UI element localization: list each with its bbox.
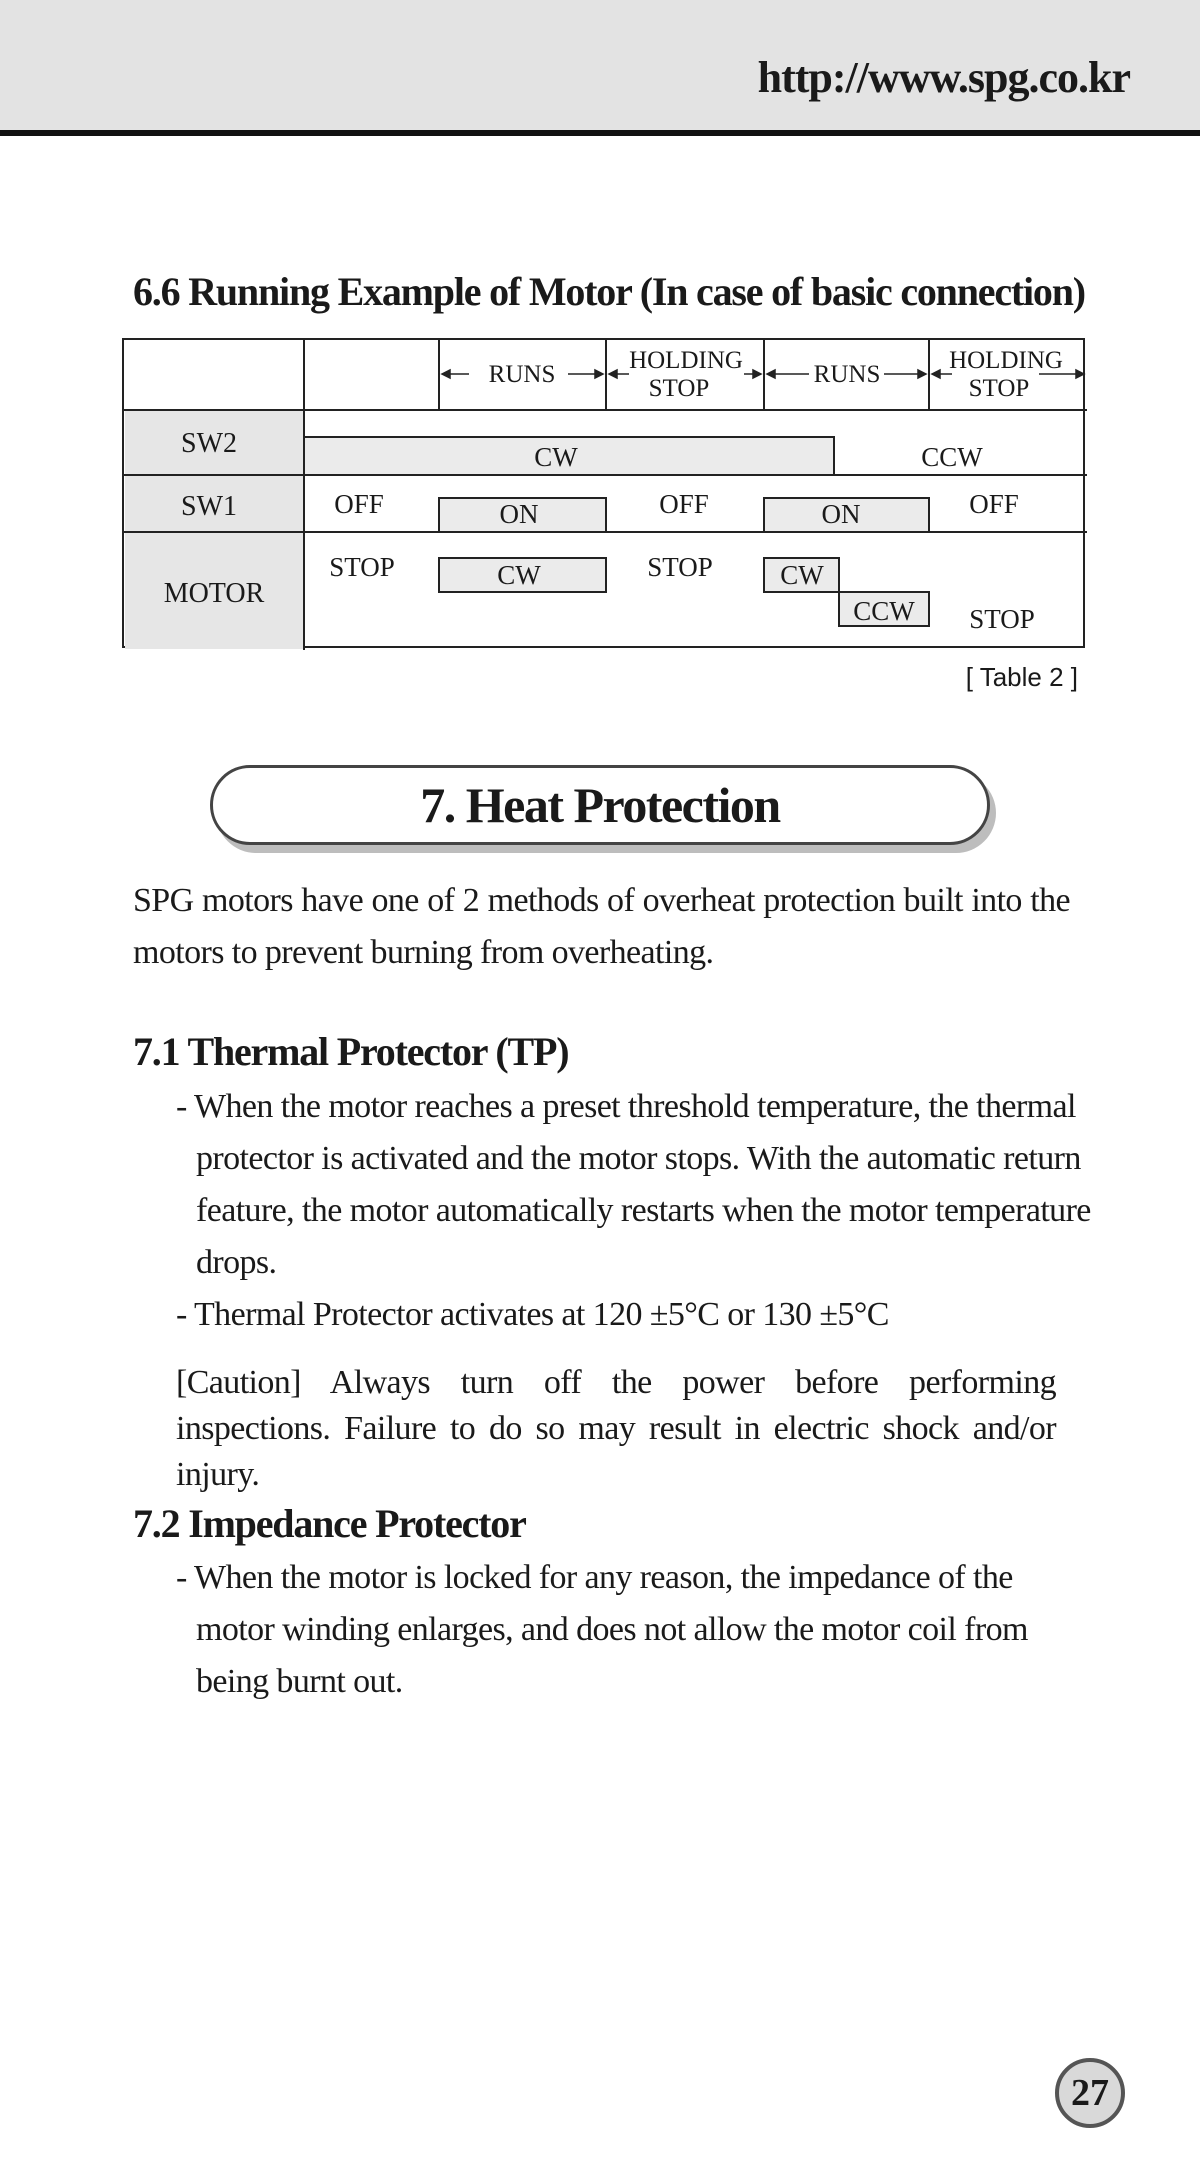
- table-caption: [ Table 2 ]: [965, 662, 1078, 692]
- motor-state-stop-2: STOP: [647, 552, 713, 582]
- sw1-state-off-2: OFF: [659, 489, 709, 519]
- phase-3-label: RUNS: [813, 361, 881, 388]
- phase-2-label-line1: HOLDING: [629, 347, 743, 374]
- motor-state-ccw: CCW: [853, 596, 915, 626]
- caution-note: [Caution] Always turn off the power before performing inspections. Failure to do so may result in electric shock and/or injury.: [176, 1364, 1056, 1493]
- section-7-1-title: 7.1 Thermal Protector (TP): [133, 1029, 569, 1074]
- page-number: 27: [1055, 2058, 1125, 2128]
- section-7-1-bullet-1: - When the motor reaches a preset threshold temperature, the thermal protector is activated and the motor stops. With the automatic return feature, the motor automatically restarts when the motor temperature drops.: [176, 1088, 1091, 1281]
- row-label-sw1: SW1: [181, 491, 237, 522]
- website-url[interactable]: http://www.spg.co.kr: [757, 53, 1130, 102]
- row-label-motor: MOTOR: [163, 578, 265, 609]
- section-7-intro: SPG motors have one of 2 methods of overheat protection built into the motors to prevent burning from overheating.: [133, 882, 1070, 971]
- motor-state-cw-2: CW: [780, 560, 824, 590]
- timing-diagram: [124, 340, 1087, 650]
- motor-state-cw-1: CW: [497, 560, 541, 590]
- section-7-banner: [210, 765, 990, 845]
- sw1-state-off-1: OFF: [334, 489, 384, 519]
- sw1-state-off-3: OFF: [969, 489, 1019, 519]
- phase-4-label-line2: STOP: [968, 375, 1030, 402]
- section-7-2-title: 7.2 Impedance Protector: [133, 1501, 526, 1546]
- page-header: [0, 0, 1200, 136]
- motor-state-stop-3: STOP: [969, 604, 1035, 634]
- sw2-state-ccw: CCW: [921, 442, 983, 472]
- phase-1-label: RUNS: [488, 361, 556, 388]
- section-7-2-bullet-1: - When the motor is locked for any reason, the impedance of the motor winding enlarges, and does not allow the motor coil from being burnt out.: [176, 1559, 1028, 1700]
- sw1-state-on-2: ON: [821, 499, 861, 529]
- row-label-sw2: SW2: [181, 428, 237, 459]
- sw1-state-on-1: ON: [499, 499, 539, 529]
- section-7-title: 7. Heat Protection: [420, 777, 780, 833]
- motor-state-stop-1: STOP: [329, 552, 395, 582]
- phase-4-label-line1: HOLDING: [949, 347, 1063, 374]
- section-6-6-title: 6.6 Running Example of Motor (In case of basic connection): [133, 269, 1085, 314]
- phase-2-label-line2: STOP: [648, 375, 710, 402]
- sw2-state-cw: CW: [534, 442, 578, 472]
- timing-table: [122, 338, 1085, 648]
- section-7-1-bullet-2: - Thermal Protector activates at 120 ±5°C or 130 ±5°C: [176, 1296, 889, 1333]
